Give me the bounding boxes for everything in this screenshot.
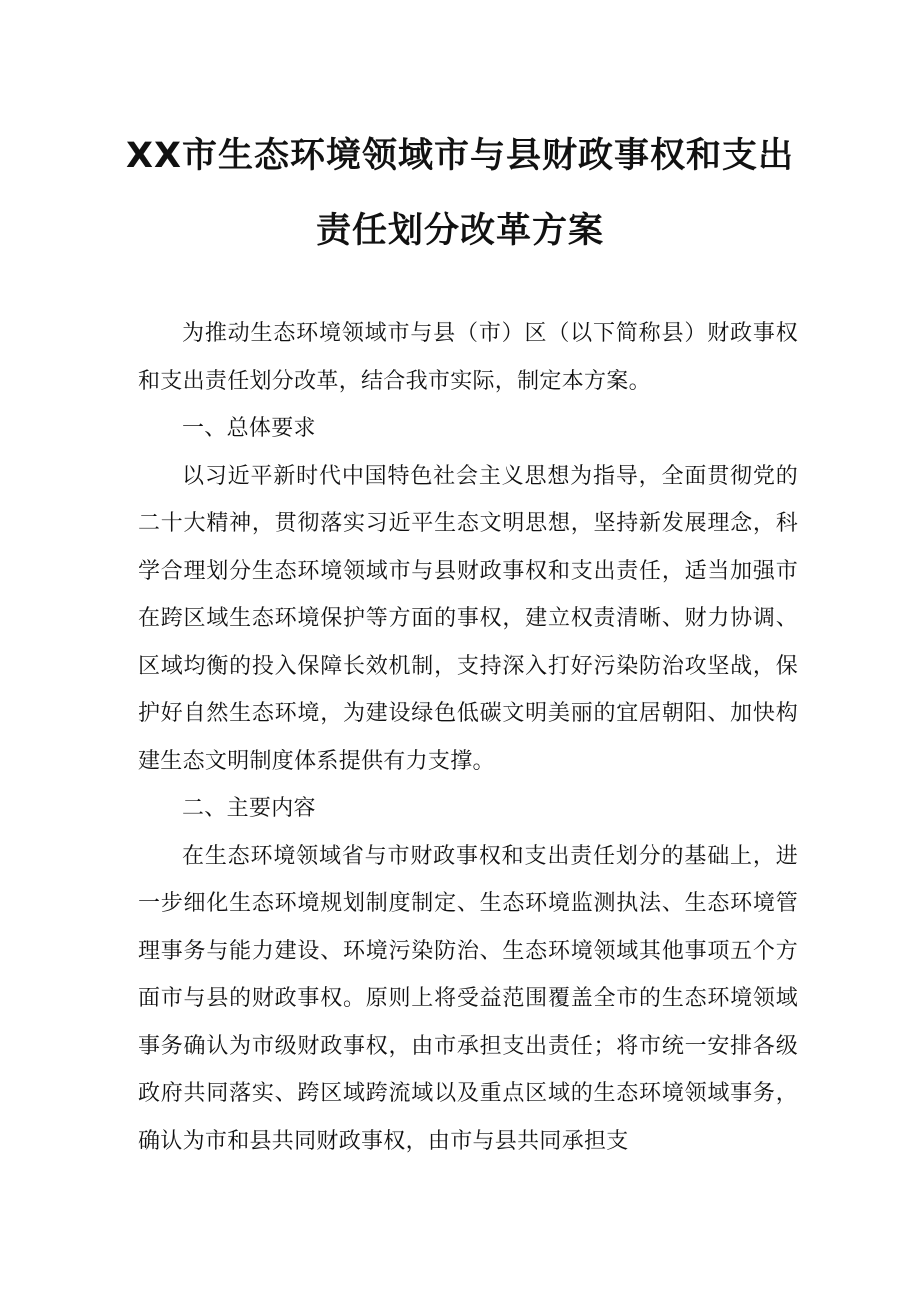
section-2-paragraph: 在生态环境领域省与市财政事权和支出责任划分的基础上，进一步细化生态环境规划制度制定、生态环境监测执法、生态环境管理事务与能力建设、环境污染防治、生态环境领域其他事项五个方面市与县的财政事权。原则上将受益范围覆盖全市的生态环境领域事务确认为市级财政事权，由市承担支出责任；将市统一安排各级政府共同落实、跨区域跨流域以及重点区域的生态环境领域事务，确认为市和县共同财政事权，由市与县共同承担支 xyxy=(138,843,798,1154)
document-body xyxy=(138,310,798,1165)
intro-paragraph: 为推动生态环境领域市与县（市）区（以下简称县）财政事权和支出责任划分改革，结合我市实际，制定本方案。 xyxy=(138,321,798,394)
section-1-paragraph: 以习近平新时代中国特色社会主义思想为指导，全面贯彻党的二十大精神，贯彻落实习近平生态文明思想，坚持新发展理念，科学合理划分生态环境领域市与县财政事权和支出责任，适当加强市在跨区域生态环境保护等方面的事权，建立权责清晰、财力协调、区域均衡的投入保障长效机制，支持深入打好污染防治攻坚战，保护好自然生态环境，为建设绿色低碳文明美丽的宜居朝阳、加快构建生态文明制度体系提供有力支撑。 xyxy=(138,463,798,774)
document-title-line-2: 责任划分改革方案 xyxy=(315,211,604,251)
section-1-heading: 一、总体要求 xyxy=(182,416,316,441)
section-2-heading: 二、主要内容 xyxy=(182,796,316,821)
document-title-line-1: XX市生态环境领域市与县财政事权和支出 xyxy=(126,136,794,176)
